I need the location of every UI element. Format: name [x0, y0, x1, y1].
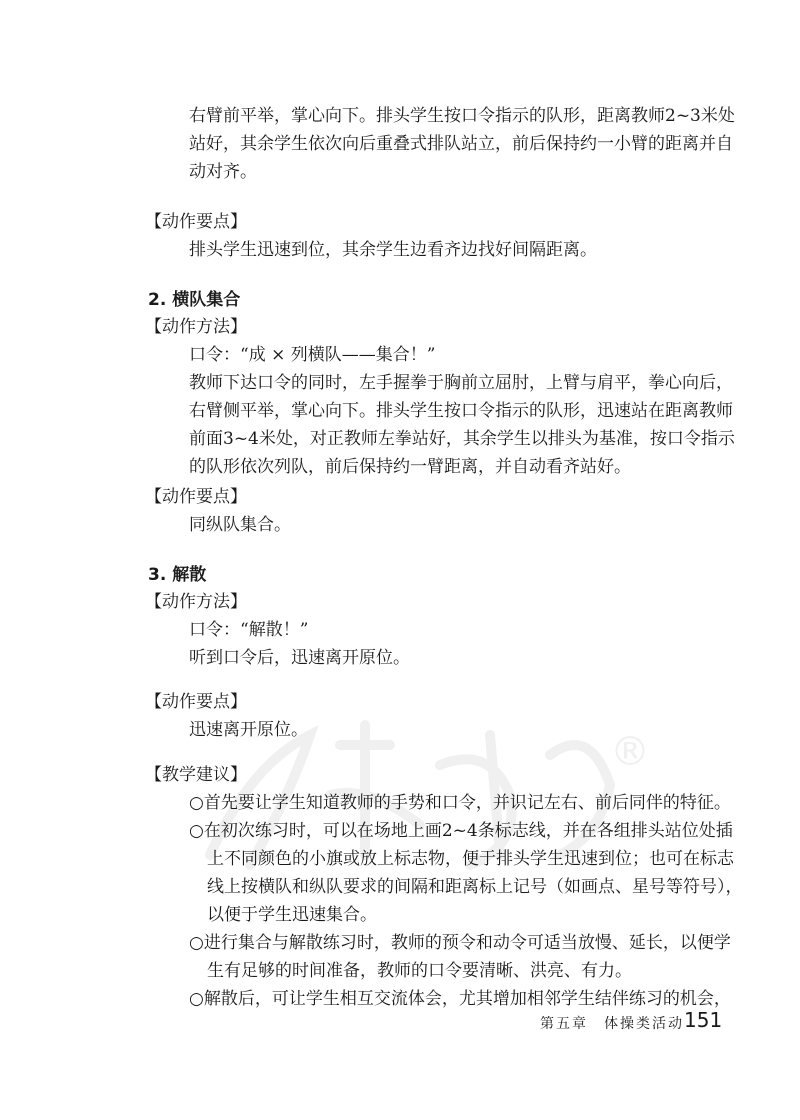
- advice-item-2: ○在初次练习时，可以在场地上画2~4条标志线，并在各组排头站位处插: [189, 821, 733, 841]
- points2-text: 同纵队集合。: [189, 515, 291, 535]
- points3-text: 迅速离开原位。: [189, 720, 308, 740]
- method2-line-2: 教师下达口令的同时，左手握拳于胸前立屈肘，上臂与肩平，拳心向后，: [189, 373, 733, 393]
- method3-line-1: 口令：“解散！”: [189, 620, 309, 640]
- footer-chapter: 第五章 体操类活动: [540, 1016, 684, 1032]
- intro-line-1: 右臂前平举，掌心向下。排头学生按口令指示的队形，距离教师2~3米处: [189, 106, 735, 126]
- method3-label: 【动作方法】: [145, 592, 247, 612]
- points3-label: 【动作要点】: [145, 692, 247, 712]
- points1-label: 【动作要点】: [145, 212, 247, 232]
- method2-label: 【动作方法】: [145, 317, 247, 337]
- advice-item-2-cont-3: 以便于学生迅速集合。: [207, 905, 377, 925]
- points2-label: 【动作要点】: [145, 487, 247, 507]
- advice-item-4: ○解散后，可让学生相互交流体会，尤其增加相邻学生结伴练习的机会，: [189, 989, 731, 1009]
- points1-text: 排头学生迅速到位，其余学生边看齐边找好间隔距离。: [189, 240, 597, 260]
- advice-label: 【教学建议】: [145, 765, 247, 785]
- registered-mark: ®: [610, 729, 650, 775]
- section2-title: 2. 横队集合: [148, 290, 241, 310]
- intro-line-3: 动对齐。: [189, 162, 257, 182]
- advice-item-1: ○首先要让学生知道教师的手势和口令，并识记左右、前后同伴的特征。: [189, 793, 731, 813]
- advice-item-2-cont-2: 线上按横队和纵队要求的间隔和距离标上记号（如画点、星号等符号），: [207, 877, 743, 897]
- intro-line-2: 站好，其余学生依次向后重叠式排队站立，前后保持约一小臂的距离并自: [189, 134, 733, 154]
- section3-title: 3. 解散: [148, 565, 207, 585]
- method2-line-4: 前面3~4米处，对正教师左拳站好，其余学生以排头为基准，按口令指示: [189, 429, 735, 449]
- advice-item-2-cont-1: 上不同颜色的小旗或放上标志物，便于排头学生迅速到位；也可在标志: [207, 849, 734, 869]
- page-number: 151: [684, 1008, 723, 1032]
- method2-line-5: 的队形依次列队，前后保持约一臂距离，并自动看齐站好。: [189, 457, 631, 477]
- advice-item-3-cont: 生有足够的时间准备，教师的口令要清晰、洪亮、有力。: [207, 961, 632, 981]
- method3-line-2: 听到口令后，迅速离开原位。: [189, 648, 410, 668]
- method2-line-3: 右臂侧平举，掌心向下。排头学生按口令指示的队形，迅速站在距离教师: [189, 401, 733, 421]
- method2-line-1: 口令：“成 × 列横队——集合！”: [189, 345, 436, 365]
- advice-item-3: ○进行集合与解散练习时，教师的预令和动令可适当放慢、延长，以便学: [189, 933, 731, 953]
